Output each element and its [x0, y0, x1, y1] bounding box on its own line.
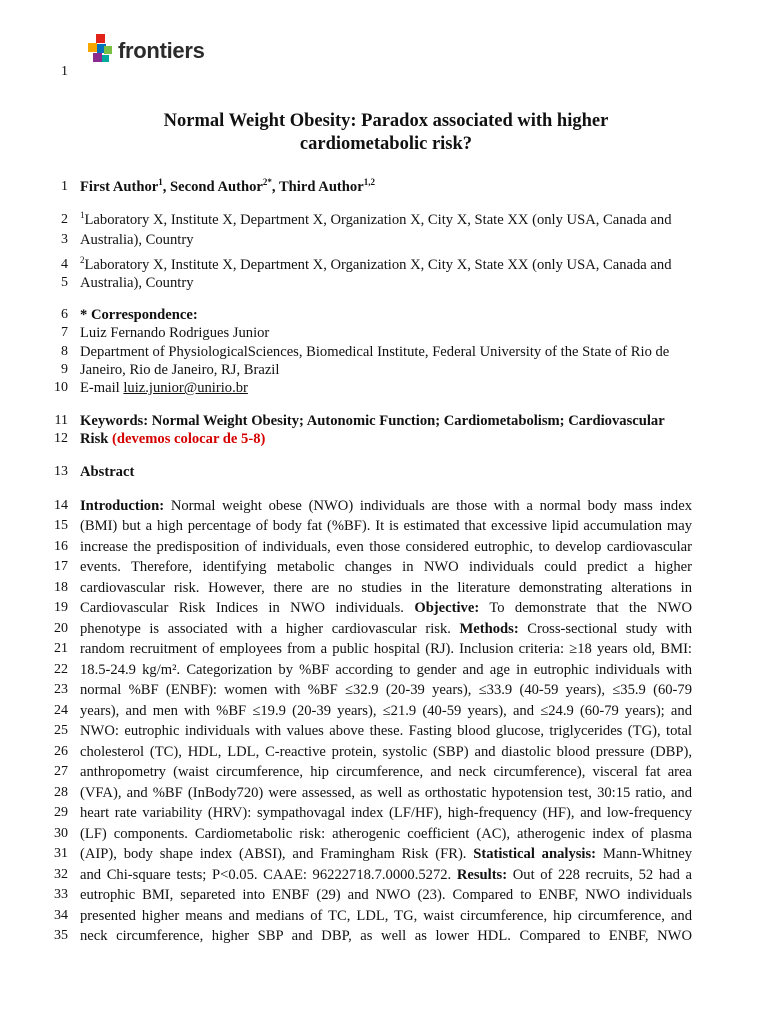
abstract-line: (VFA), and %BF (InBody720) were assessed, as well as orthostatic hypotension test, 30:15 ratio, and [80, 785, 692, 801]
line-number: 32 [54, 867, 68, 882]
line-number: 31 [54, 846, 68, 861]
line-number: 27 [54, 764, 68, 779]
abstract-line: neck circumference, higher SBP and DBP, as well as lower HDL. Compared to ENBF, NWO [80, 928, 692, 944]
keywords-text: Risk [80, 431, 109, 447]
author-affiliation-sup: 2* [262, 177, 272, 188]
editor-note: (devemos colocar de 5-8) [108, 431, 266, 447]
affiliation-text: Laboratory X, Institute X, Department X, Organization X, City X, State XX (only USA, Canada and [84, 212, 672, 228]
section-label: Introduction: [80, 498, 165, 514]
keywords-line2 [80, 430, 692, 448]
abstract-text: Normal weight obese (NWO) individuals are those with a normal body mass index [164, 498, 692, 514]
abstract-line: cholesterol (TC), HDL, LDL, C-reactive protein, systolic (SBP) and diastolic blood pressure (DBP), [80, 744, 692, 760]
affiliation-1-line1 [80, 211, 692, 229]
email-label: E-mail [80, 380, 124, 396]
abstract-text: To demonstrate that the NWO [479, 600, 692, 616]
line-number: 19 [54, 600, 68, 615]
line-number: 33 [54, 887, 68, 902]
line-number: 1 [61, 64, 68, 79]
abstract-heading: Abstract [80, 464, 135, 480]
line-number: 26 [54, 744, 68, 759]
author-name: First Author [80, 179, 159, 195]
correspondence-heading: * Correspondence: [80, 307, 198, 323]
line-number: 35 [54, 928, 68, 943]
line-number: 14 [54, 498, 68, 513]
author-affiliation-sup: 1 [158, 177, 163, 188]
line-number: 1 [61, 179, 68, 194]
abstract-line: 18.5-24.9 kg/m². Categorization by %BF according to gender and age in eutrophic individuals with [80, 662, 692, 678]
line-number: 28 [54, 785, 68, 800]
line-number: 5 [61, 275, 68, 290]
abstract-line [80, 845, 692, 863]
abstract-line: events. Therefore, identifying metabolic changes in NWO individuals could predict a higher [80, 559, 692, 575]
correspondence-email [80, 379, 692, 397]
author-affiliation-sup: 1,2 [363, 177, 375, 188]
abstract-line: eutrophic BMI, separeted into ENBF (29) and NWO (23). Compared to ENBF, NWO individuals [80, 887, 692, 903]
line-number: 16 [54, 539, 68, 554]
line-number: 34 [54, 908, 68, 923]
abstract-text: Out of 228 recruits, 52 had a [507, 867, 692, 883]
correspondence-name: Luiz Fernando Rodrigues Junior [80, 325, 270, 341]
paper-title-line2: cardiometabolic risk? [299, 134, 473, 154]
abstract-line: (BMI) but a high percentage of body fat (%BF). It is estimated that excessive lipid accumulation may [80, 518, 692, 534]
abstract-line: years), and men with %BF ≤19.9 (20-39 years), ≤21.9 (40-59 years), and ≤24.9 (60-79 years); and [80, 703, 692, 719]
line-number: 15 [54, 518, 68, 533]
abstract-line: heart rate variability (HRV): sympathovagal index (LF/HF), high-frequency (HF), and low-frequency [80, 805, 692, 821]
abstract-line: (LF) components. Cardiometabolic risk: atherogenic coefficient (AC), atherogenic index of plasma [80, 826, 692, 842]
line-number: 21 [54, 641, 68, 656]
abstract-text: (AIP), body shape index (ABSI), and Framingham Risk (FR). [80, 846, 474, 862]
section-label: Objective: [414, 600, 480, 616]
line-number: 22 [54, 662, 68, 677]
abstract-line: random recruitment of employees from a public hospital (RJ). Inclusion criteria: ≥18 years old, BMI: [80, 641, 692, 657]
line-number: 9 [61, 362, 68, 377]
section-label: Results: [456, 867, 508, 883]
line-number: 18 [54, 580, 68, 595]
line-number: 6 [61, 307, 68, 322]
line-number: 17 [54, 559, 68, 574]
paper-title-line1: Normal Weight Obesity: Paradox associated with higher [163, 111, 609, 131]
abstract-line: cardiovascular risk. However, there are no studies in the literature demonstrating alterations in [80, 580, 692, 596]
line-number: 25 [54, 723, 68, 738]
abstract-text: Cardiovascular Risk Indices in NWO individuals. [80, 600, 415, 616]
line-number: 12 [54, 431, 68, 446]
line-number: 23 [54, 682, 68, 697]
frontiers-logo-text: frontiers [118, 38, 205, 63]
affiliation-text: Laboratory X, Institute X, Department X, Organization X, City X, State XX (only USA, Canada and [84, 257, 672, 273]
abstract-text: phenotype is associated with a higher cardiovascular risk. [80, 621, 460, 637]
abstract-line: increase the predisposition of individuals, even those considered eutrophic, to develop cardiovascular [80, 539, 692, 555]
line-number: 7 [61, 325, 68, 340]
abstract-line: anthropometry (waist circumference, hip circumference, and neck circumference), visceral fat area [80, 764, 692, 780]
author-name: , Second Author [162, 179, 263, 195]
author-list [80, 178, 692, 196]
affiliation-sup: 2 [80, 255, 85, 266]
line-number: 3 [61, 232, 68, 247]
email-link[interactable]: luiz.junior@unirio.br [123, 380, 248, 396]
frontiers-logo [88, 30, 218, 74]
keywords-line1: Keywords: Normal Weight Obesity; Autonomic Function; Cardiometabolism; Cardiovascular [80, 413, 665, 429]
abstract-line: presented higher means and medians of TC, LDL, TG, waist circumference, hip circumference, and [80, 908, 692, 924]
correspondence-dept-line2: Janeiro, Rio de Janeiro, RJ, Brazil [80, 362, 280, 378]
section-label: Methods: [459, 621, 519, 637]
line-number: 30 [54, 826, 68, 841]
author-name: , Third Author [271, 179, 364, 195]
section-label: Statistical analysis: [473, 846, 597, 862]
abstract-line [80, 620, 692, 638]
affiliation-1-line2: Australia), Country [80, 232, 194, 248]
abstract-line [80, 599, 692, 617]
line-number: 13 [54, 464, 68, 479]
line-number: 24 [54, 703, 68, 718]
abstract-line: normal %BF (ENBF): women with %BF ≤32.9 (20-39 years), ≤33.9 (40-59 years), ≤35.9 (60-79 [80, 682, 692, 698]
correspondence-dept-line1: Department of PhysiologicalSciences, Biomedical Institute, Federal University of the State of Rio de [80, 344, 670, 360]
affiliation-2-line1 [80, 256, 692, 274]
line-number: 11 [54, 413, 68, 428]
line-number: 10 [54, 380, 68, 395]
abstract-line [80, 497, 692, 515]
affiliation-sup: 1 [80, 210, 85, 221]
abstract-line [80, 866, 692, 884]
abstract-line: NWO: eutrophic individuals with values above these. Fasting blood glucose, triglycerides (TG), total [80, 723, 692, 739]
affiliation-2-line2: Australia), Country [80, 275, 194, 291]
abstract-text: Cross-sectional study with [518, 621, 692, 637]
line-number: 4 [61, 257, 68, 272]
frontiers-logo-icon [88, 34, 116, 70]
line-number: 8 [61, 344, 68, 359]
abstract-text: and Chi-square tests; P<0.05. CAAE: 96222718.7.0000.5272. [80, 867, 457, 883]
line-number: 20 [54, 621, 68, 636]
line-number: 29 [54, 805, 68, 820]
line-number: 2 [61, 212, 68, 227]
abstract-text: Mann-Whitney [596, 846, 693, 862]
